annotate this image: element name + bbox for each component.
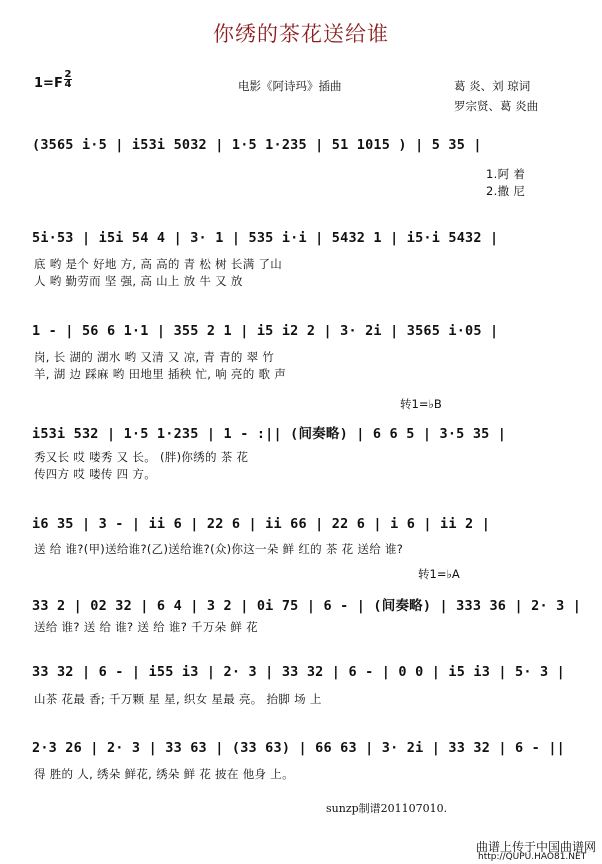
lyric-line-1-verse-1: 1.阿 着 [486, 167, 526, 181]
time-signature-top: 2 [64, 69, 72, 80]
lyric-line-3-verse-1: 岗, 长 湖的 湖水 哟 又清 又 凉, 青 青的 翠 竹 [34, 350, 275, 364]
notation-line-2: 5i·53 | i5i 54 4 | 3· 1 | 535 i·i | 5432 1 | i5·i 5432 | [32, 230, 499, 246]
lyric-line-2-verse-2: 人 哟 勤劳而 坚 强, 高 山上 放 牛 又 放 [34, 274, 243, 288]
notation-line-4: i53i 532 | 1·5 1·235 | 1 - :|| (间奏略) | 6 6 5 | 3·5 35 | [32, 426, 507, 442]
key-change-b-flat: 转1=♭B [400, 397, 442, 411]
lyric-line-1-verse-2: 2.撒 尼 [486, 184, 526, 198]
time-signature-bottom: 4 [64, 79, 72, 90]
lyric-line-7: 山茶 花最 香; 千万颗 星 星, 织女 星最 亮。 抬脚 场 上 [34, 692, 322, 706]
lyric-line-4-verse-2: 传四方 哎 喽传 四 方。 [34, 467, 157, 481]
song-subtitle: 电影《阿诗玛》插曲 [238, 79, 342, 93]
lyric-line-2-verse-1: 底 哟 是个 好地 方, 高 高的 青 松 树 长满 了山 [34, 257, 283, 271]
watermark-url: http://QUPU.HAO81.NET [478, 852, 587, 862]
transcriber-credit: sunzp制谱201107010. [326, 802, 448, 815]
composer-credit: 罗宗贤、葛 炎曲 [454, 99, 539, 113]
watermark-site-name: 曲谱上传于中国曲谱网 [476, 840, 597, 854]
lyricist-credit: 葛 炎、刘 琼词 [454, 79, 531, 93]
notation-line-3: 1 - | 56 6 1·1 | 355 2 1 | i5 i2 2 | 3· 2i | 3565 i·05 | [32, 323, 499, 339]
lyric-line-6: 送给 谁? 送 给 谁? 送 给 谁? 千万朵 鲜 花 [34, 620, 258, 634]
lyric-line-4-verse-1: 秀又长 哎 喽秀 又 长。 (胖)你绣的 茶 花 [34, 450, 249, 464]
lyric-line-8: 得 胜的 人, 绣朵 鲜花, 绣朵 鲜 花 披在 他身 上。 [34, 767, 294, 781]
notation-line-6: 33 2 | 02 32 | 6 4 | 3 2 | 0i 75 | 6 - | (间奏略) | 333 36 | 2· 3 | [32, 598, 582, 614]
time-signature [64, 70, 72, 89]
lyric-line-3-verse-2: 羊, 湖 边 踩麻 哟 田地里 插秧 忙, 响 亮的 歌 声 [34, 367, 287, 381]
song-title: 你绣的茶花送给谁 [213, 22, 389, 46]
lyric-line-5: 送 给 谁?(甲)送给谁?(乙)送给谁?(众)你这一朵 鲜 红的 茶 花 送给 谁? [34, 542, 404, 556]
key-signature: 1=F [34, 76, 63, 91]
key-change-a-flat: 转1=♭A [418, 567, 460, 581]
notation-line-1: (3565 i·5 | i53i 5032 | 1·5 1·235 | 51 1015 ) | 5 35 | [32, 137, 482, 153]
notation-line-8: 2·3 26 | 2· 3 | 33 63 | (33 63) | 66 63 | 3· 2i | 33 32 | 6 - || [32, 740, 565, 756]
notation-line-7: 33 32 | 6 - | i55 i3 | 2· 3 | 33 32 | 6 - | 0 0 | i5 i3 | 5· 3 | [32, 664, 565, 680]
notation-line-5: i6 35 | 3 - | ii 6 | 22 6 | ii 66 | 22 6 | i 6 | ii 2 | [32, 516, 491, 532]
